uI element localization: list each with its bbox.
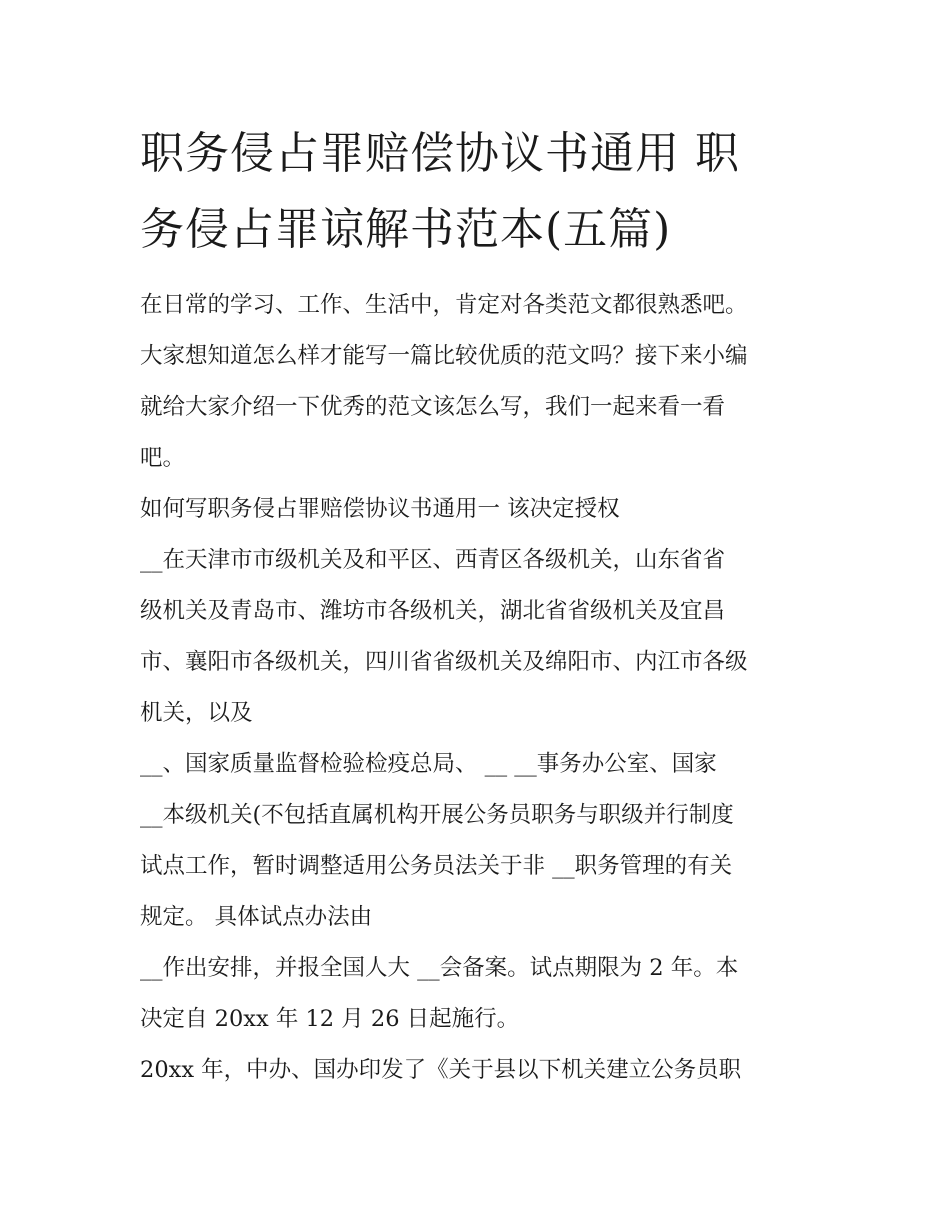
body-line: 级机关及青岛市、潍坊市各级机关，湖北省省级机关及宜昌 (140, 598, 726, 624)
body-line: 规定。 具体试点办法由 (140, 904, 373, 930)
body-line: 试点工作，暂时调整适用公务员法关于非 __职务管理的有关 (140, 853, 733, 879)
document-body (140, 280, 830, 1096)
body-line: __在天津市市级机关及和平区、西青区各级机关，山东省省 (140, 547, 726, 573)
body-line: 决定自 20xx 年 12 月 26 日起施行。 (140, 1006, 520, 1032)
body-line: 机关，以及 (140, 700, 253, 726)
body-line: __、国家质量监督检验检疫总局、 __ __事务办公室、国家 (140, 751, 717, 777)
body-line: 20xx 年，中办、国办印发了《关于县以下机关建立公务员职 (140, 1057, 742, 1083)
title-line: 务侵占罪谅解书范本(五篇) (140, 204, 672, 255)
body-line: 在日常的学习、工作、生活中，肯定对各类范文都很熟悉吧。 (140, 292, 748, 318)
document-title (140, 116, 820, 268)
body-line: 如何写职务侵占罪赔偿协议书通用一 该决定授权 (140, 496, 620, 522)
body-line: 市、襄阳市各级机关，四川省省级机关及绵阳市、内江市各级 (140, 649, 748, 675)
body-line: 就给大家介绍一下优秀的范文该怎么写，我们一起来看一看 (140, 394, 726, 420)
body-line: __本级机关(不包括直属机构开展公务员职务与职级并行制度 (140, 802, 734, 828)
body-line: 吧。 (140, 445, 186, 471)
title-line: 职务侵占罪赔偿协议书通用 职 (140, 128, 740, 179)
body-line: 大家想知道怎么样才能写一篇比较优质的范文吗？接下来小编 (140, 343, 748, 369)
body-line: __作出安排，并报全国人大 __会备案。试点期限为 2 年。本 (140, 955, 739, 981)
